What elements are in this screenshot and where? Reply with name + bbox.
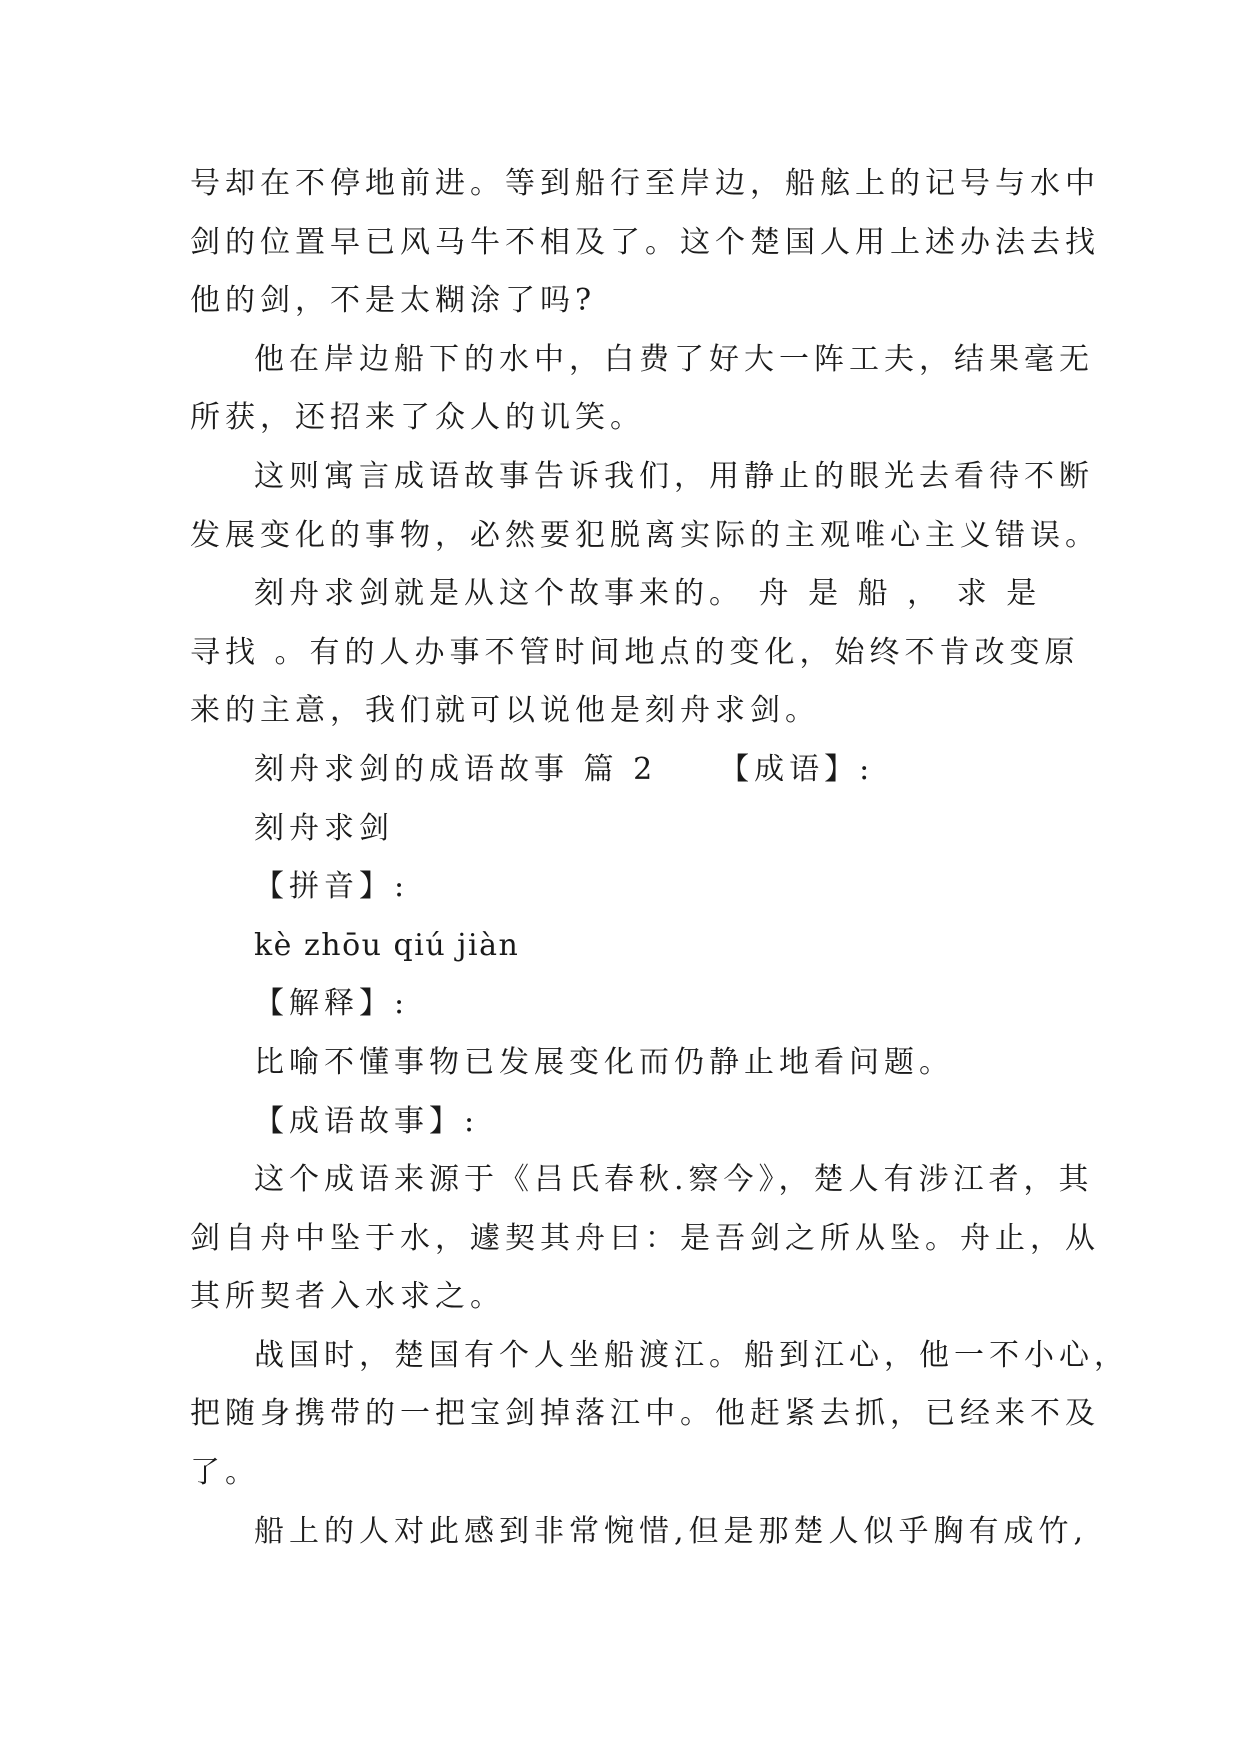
text-line: 了。 bbox=[190, 1455, 260, 1491]
text-line: 号却在不停地前进。等到船行至岸边，船舷上的记号与水中 bbox=[190, 166, 1100, 201]
label-story: 【成语故事】: bbox=[254, 1103, 480, 1139]
text-line: 他的剑，不是太糊涂了吗? bbox=[190, 283, 597, 319]
text-line: 剑的位置早已风马牛不相及了。这个楚国人用上述办法去找 bbox=[190, 224, 1100, 260]
text-line: 发展变化的事物，必然要犯脱离实际的主观唯心主义错误。 bbox=[190, 517, 1100, 553]
paragraph-start: 这个成语来源于《吕氏春秋.察今》，楚人有涉江者，其 bbox=[254, 1162, 1094, 1198]
paragraph-start: 这则寓言成语故事告诉我们，用静止的眼光去看待不断 bbox=[254, 458, 1094, 494]
section-heading-line bbox=[190, 741, 1070, 800]
body-text bbox=[190, 155, 1129, 1561]
label-explanation: 【解释】: bbox=[254, 986, 410, 1022]
text-line: 其所契者入水求之。 bbox=[190, 1279, 505, 1315]
text-line: 剑自舟中坠于水，遽契其舟曰：是吾剑之所从坠。舟止，从 bbox=[190, 1220, 1100, 1256]
idiom-text: 刻舟求剑 bbox=[254, 810, 394, 846]
section-title: 刻舟求剑的成语故事 篇 2 bbox=[254, 751, 658, 787]
explanation-text: 比喻不懂事物已发展变化而仍静止地看问题。 bbox=[254, 1044, 954, 1080]
paragraph-start: 他在岸边船下的水中，白费了好大一阵工夫，结果毫无 bbox=[254, 341, 1094, 377]
paragraph-start: 船上的人对此感到非常惋惜,但是那楚人似乎胸有成竹, bbox=[254, 1513, 1089, 1549]
label-idiom: 【成语】: bbox=[719, 751, 875, 787]
text-line: 把随身携带的一把宝剑掉落江中。他赶紧去抓，已经来不及 bbox=[190, 1396, 1100, 1432]
text-line: 所获，还招来了众人的讥笑。 bbox=[190, 400, 645, 436]
text-line: 来的主意，我们就可以说他是刻舟求剑。 bbox=[190, 693, 820, 729]
paragraph-start: 战国时，楚国有个人坐船渡江。船到江心，他一不小心， bbox=[254, 1337, 1129, 1373]
text-line: 寻找 。有的人办事不管时间地点的变化，始终不肯改变原 bbox=[190, 634, 1080, 670]
paragraph-start: 刻舟求剑就是从这个故事来的。 舟 是 船 ， 求 是 bbox=[254, 576, 1042, 612]
pinyin-text: kè zhōu qiú jiàn bbox=[254, 927, 520, 963]
label-pinyin: 【拼音】: bbox=[254, 869, 410, 905]
